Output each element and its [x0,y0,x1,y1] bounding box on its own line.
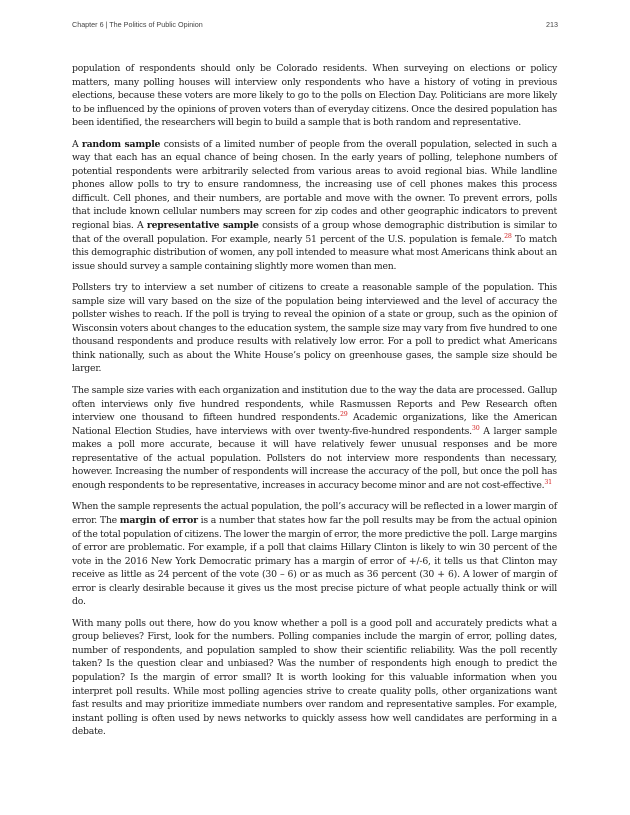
key-term-random-sample: random sample [81,138,161,150]
p5-text: is a number that states how far the poll results may be from the actual opinion of the total population of citizens. The lower the margin of error, the more predictive the poll. Large margins of error are problematic. For example, if a poll that claims Hillary Clinton is likely to win 30 percent of the vote in the 2016 New York Democratic primary has a margin of error of +/-6, it tells us that Clinton may receive as little as 24 percent of the vote (30 – 6) or as much as 36 percent (30 + 6). A lower of margin of error is clearly desirable because it gives us the most precise picture of what people actually think or will do. [72,514,557,608]
paragraph-2 [72,138,557,273]
p5-text: When the sample represents the actual population, the poll’s accuracy will be reflected in a lower margin of error. The [72,501,557,526]
chapter-title: Chapter 6 | The Politics of Public Opinion [72,20,203,29]
paragraph-6: With many polls out there, how do you know whether a poll is a good poll and accurately predicts what a group believes? First, look for the numbers. Polling companies include the margin of error, polling dates, number of respondents, and population sampled to show their scientific reliability. Was the poll recently taken? Is the question clear and unbiased? Was the number of respondents high enough to predict the population? Is the margin of error small? It is worth looking for this valuable information when you interpret poll results. While most polling agencies strive to create quality polls, other organizations want fast results and may prioritize immediate numbers over random and representative samples. For example, instant polling is often used by news networks to quickly assess how well candidates are performing in a debate. [72,617,557,738]
footnote-link-29[interactable]: 29 [339,411,348,419]
paragraph-1: population of respondents should only be Colorado residents. When surveying on elections or policy matters, many polling houses will interview only respondents who have a history of voting in previous elections, because these voters are more likely to go to the polls on Election Day. Politicians are more likely to be influenced by the opinions of proven voters than of everyday citizens. Once the desired population has been identified, the researchers will begin to build a sample that is both random and representative. [72,63,557,129]
paragraph-3: Pollsters try to interview a set number of citizens to create a reasonable sample of the population. This sample size will vary based on the size of the population being interviewed and the level of accuracy the pollster wishes to reach. If the poll is trying to reveal the opinion of a state or group, such as the opinion of Wisconsin voters about changes to the education system, the sample size may vary from five hundred to one thousand respondents and produce results with relatively low error. For a poll to predict what Americans think nationally, such as about the White House’s policy on greenhouse gases, the sample size should be larger. [72,282,557,375]
p2-text: A [72,138,82,150]
paragraph-5 [72,500,557,608]
key-term-margin-of-error: margin of error [119,514,198,526]
body-text [72,62,557,747]
running-header [72,20,558,32]
p2-text: consists of a limited number of people from the overall population, selected in such a way that each has an equal chance of being chosen. In the early years of polling, telephone numbers of potential respondents were arbitrarily selected from various areas to avoid regional bias. While landline phones allow polls to try to ensure randomness, the increasing use of cell phones makes this process difficult. Cell phones, and their numbers, are portable and move with the owner. To prevent errors, polls that include known cellular numbers may screen for zip codes and other geographic indicators to prevent regional bias. A [72,138,558,232]
footnote-link-30[interactable]: 30 [471,424,480,432]
p2-text: To match this demographic distribution of women, any poll intended to measure what most Americans think about an issue should survey a sample containing slightly more women than men. [72,233,558,272]
page-number: 213 [546,20,558,29]
footnote-link-28[interactable]: 28 [504,232,512,240]
paragraph-4 [72,384,557,492]
p4-text: A larger sample makes a poll more accurate, because it will have relatively fewer unusual responses and be more representative of the actual population. Pollsters do not interview more respondents than necessary, however. Increasing the number of respondents will increase the accuracy of the poll, but once the poll has enough respondents to be representative, increases in accuracy become minor and are not cost-effective. [72,425,557,491]
p2-text: consists of a group whose demographic distribution is similar to that of the overall population. For example, nearly 51 percent of the U.S. population is female. [72,220,557,245]
p4-text: Academic organizations, like the American National Election Studies, have interviews with over twenty-five-hundred respondents. [72,412,557,437]
p4-text: The sample size varies with each organization and institution due to the way the data are processed. Gallup often interviews only five hundred respondents, while Rasmussen Reports and Pew Research often interview one thousand to fifteen hundred respondents. [72,385,557,424]
footnote-link-31[interactable]: 31 [544,478,552,486]
key-term-representative-sample: representative sample [146,220,259,232]
